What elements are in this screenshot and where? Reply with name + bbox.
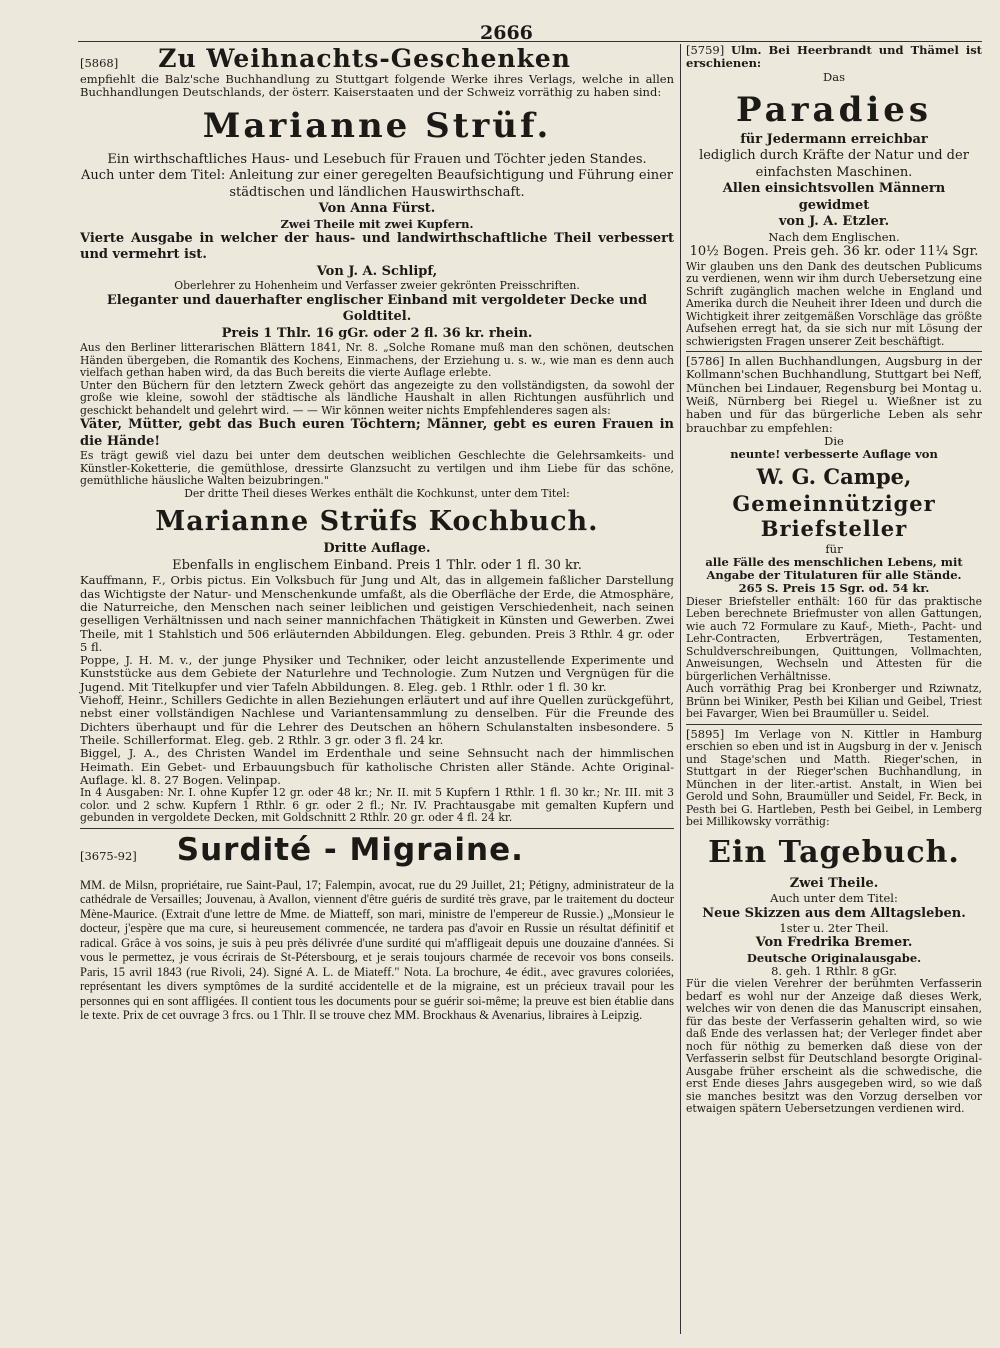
ad-intro: Im Verlage von N. Kittler in Hamburg erschien so eben und ist in Augsburg in der v. Jenisch und Stage'schen und Matth. Rieger'schen, in Stuttgart in der Rieger'schen Buchhandlung, in München in der liter.-artist. Anstalt, in Wien bei Gerold und Sohn, Braumüller und Seidel, Fr. Beck, in Pesth bei G. Hartleben, Pesth bei Geibel, in Lemberg bei Millikowsky vorräthig: (686, 727, 982, 829)
book-edition: neunte! verbesserte Auflage von (730, 447, 938, 462)
book-subtitle: für Jedermann erreichbar (740, 131, 928, 147)
book-also: Auch unter dem Titel: (770, 891, 898, 906)
right-column (686, 44, 982, 1116)
book-subtitle-2: lediglich durch Kräfte der Natur und der einfachsten Maschinen. (699, 148, 969, 180)
book-subtitle: alle Fälle des menschlichen Lebens, mit Angabe der Titulaturen für alle Stände. (705, 554, 963, 583)
ad-campe (686, 355, 982, 721)
ad-separator (686, 724, 982, 725)
review-quote: Es trägt gewiß viel dazu bei unter dem deutschen weiblichen Geschlechte die Gelehrsamkeits- und Künstler-Koketterie, die gemüthlose, dressirte Glanzsucht zu vertilgen und ihm Liebe für das schöne, gemüthliche häusliche Walten beizubringen." (80, 449, 674, 488)
book-edition: Vierte Ausgabe in welcher der haus- und landwirthschaftliche Theil verbessert und vermehrt ist. (80, 230, 674, 263)
ad-intro: Ulm. Bei Heerbrandt und Thämel ist erschienen: (686, 43, 982, 71)
ad-separator (80, 828, 674, 829)
ad-surdite (80, 832, 674, 1023)
header-rule (78, 41, 982, 42)
ad-ref: [5786] (686, 354, 725, 369)
ad-separator (686, 351, 982, 352)
page-number: 2666 (480, 22, 533, 44)
cookbook-price: Ebenfalls in englischem Einband. Preis 1 Thlr. oder 1 fl. 30 kr. (172, 557, 582, 573)
ad-title: Zu Weihnachts-Geschenken (158, 44, 571, 73)
listing-biggel: Biggel, J. A., des Christen Wandel im Erdenthale und seine Sehnsucht nach der himmlischen Heimath. Ein Gebet- und Erbauungsbuch für katholische Christen aller Stände. Achte Original-Auflage. kl. 8. 27 Bogen. Velinpap. (80, 746, 674, 787)
ad-intro: empfiehlt die Balz'sche Buchhandlung zu Stuttgart folgende Werke ihres Verlags, welche in allen Buchhandlungen Deutschlands, der österr. Kaiserstaaten und der Schweiz vorräthig zu haben sind: (80, 72, 674, 100)
review-motto: Väter, Mütter, gebt das Buch euren Töchtern; Männer, gebt es euren Frauen in die Hände! (80, 417, 674, 449)
ad-body: Dieser Briefsteller enthält: 160 für das praktische Leben berechnete Briefmuster von allen Gattungen, wie auch 72 Formulare zu Kauf-, Mieth-, Pacht- und Lehr-Contracten, Erbverträgen, Testamenten, Schuldverschreibungen, Quittungen, Vollmachten, Anweisungen, Wechseln und Attesten für die bürgerlichen Verhältnisse. (686, 594, 982, 683)
book-editor-note: Oberlehrer zu Hohenheim und Verfasser zweier gekrönten Preisschriften. (174, 279, 580, 293)
book-title: Marianne Strüf. (202, 105, 552, 146)
review-quote: Unter den Büchern für den letztern Zweck gehört das angezeigte zu den vollständigsten, da sowohl der große wie kleine, sowohl der städtische als ländliche Haushalt in allen Richtungen ausführlich und geschickt behandelt und gelehrt wird. — — Wir können weiter nichts Empfehlenderes sagen als: (80, 378, 674, 417)
book-for: für (825, 541, 843, 556)
ad-balz (80, 44, 674, 825)
book-volumes: 1ster u. 2ter Theil. (779, 921, 889, 936)
book-parts: Zwei Theile. (789, 875, 879, 891)
book-price: Preis 1 Thlr. 16 gGr. oder 2 fl. 36 kr. rhein. (221, 325, 533, 341)
ad-tagebuch (686, 728, 982, 1116)
book-binding: Eleganter und dauerhafter englischer Einband mit vergoldeter Decke und Goldtitel. (106, 292, 648, 325)
ad-body: Für die vielen Verehrer der berühmten Verfasserin bedarf es wohl nur der Anzeige daß dieses Werk, welches wir von denen die das Manuscript einsahen, für das beste der Verfasserin gehalten wird, so wie daß Ende des verlassen hat; der Verleger findet aber noch für nöthig zu bemerken daß diese von der Verfasserin selbst für Deutschland besorgte Original-Ausgabe früher erscheint als die schwedische, die erst Ende dieses Jahrs ausgegeben wird, so wie daß sie manches besitzt was den Vorzug derselben vor etwaigen spätern Uebersetzungen verdienen wird. (686, 977, 982, 1116)
book-title: Gemeinnütziger Briefsteller (732, 490, 936, 541)
ad-paradies (686, 44, 982, 348)
ad-ref: [3675-92] (80, 848, 137, 863)
book-dedication: Allen einsichtsvollen Männern gewidmet (722, 181, 946, 213)
ad-title: Surdité - Migraine. (176, 831, 524, 868)
book-author: Von Fredrika Bremer. (755, 935, 913, 951)
cookbook-title: Marianne Strüfs Kochbuch. (155, 506, 599, 538)
article-label: Die (824, 433, 844, 448)
book-title: Paradies (735, 89, 933, 130)
book-author: von J. A. Etzler. (778, 214, 890, 230)
ad-ref: [5895] (686, 726, 725, 741)
column-divider (680, 44, 681, 1334)
third-part-note: Der dritte Theil dieses Werkes enthält die Kochkunst, unter dem Titel: (184, 486, 570, 500)
left-column (80, 44, 674, 1023)
listing-viehoff: Viehoff, Heinr., Schillers Gedichte in allen Beziehungen erläutert und auf ihre Quellen zurückgeführt, nebst einer vollständigen Nachlese und Variantensammlung zu denselben. Für die Freunde des Dichters überhaupt und für die Lehrer des Deutschen an höhern Schulanstalten insbesondere. 5 Theile. Schillerformat. Eleg. geb. 2 Rthlr. 3 gr. oder 3 fl. 24 kr. (80, 693, 674, 747)
book-price: 8. geh. 1 Rthlr. 8 gGr. (771, 964, 897, 979)
book-source: Nach dem Englischen. (768, 229, 900, 244)
listing-kauffmann: Kauffmann, F., Orbis pictus. Ein Volksbuch für Jung und Alt, das in allgemein faßlicher Darstellung das Wichtigste der Natur- und Menschenkunde umfaßt, als die Oberfläche der Erde, die Atmosphäre, die Naturreiche, den Menschen nach seiner leiblichen und geistigen Verschiedenheit, nach seinen geselligen Verhältnissen und nach seiner mannichfachen Thätigkeit in Künsten und Gewerben. Zwei Theile, mit 1 Stahlstich und 506 erläuternden Abbildungen. Eleg. gebunden. Preis 3 Rthlr. 4 gr. oder 5 fl. (80, 573, 674, 654)
review-quote: Aus den Berliner litterarischen Blättern 1841, Nr. 8. „Solche Romane muß man den schönen, deutschen Händen übergeben, die Romantik des Kochens, Einmachens, der Erziehung u. s. w., wie man es denn auch vielfach gethan haben wird, da das Buch bereits die vierte Auflage erlebte. (80, 341, 674, 380)
book-subtitle: Neue Skizzen aus dem Alltagsleben. (702, 905, 966, 921)
book-alt-title: Auch unter dem Titel: Anleitung zur einer geregelten Beaufsichtigung und Führung einer städtischen und ländlichen Hauswirthschaft. (80, 168, 674, 200)
ad-ref: [5868] (80, 56, 119, 70)
book-price: 10½ Bogen. Preis geh. 36 kr. oder 11¼ Sgr. (689, 244, 979, 260)
listing-poppe: Poppe, J. H. M. v., der junge Physiker und Techniker, oder leicht anzustellende Experimente und Kunststücke aus dem Gebiete der Naturlehre und Technologie. Zum Nutzen und Vergnügen für die Jugend. Mit Titelkupfer und vier Tafeln Abbildungen. 8. Eleg. geb. 1 Rthlr. oder 1 fl. 30 kr. (80, 653, 674, 694)
ad-ref: [5759] (686, 43, 725, 57)
article-label: Das (823, 69, 845, 84)
book-price: 265 S. Preis 15 Sgr. od. 54 kr. (738, 581, 930, 596)
book-subtitle: Ein wirthschaftliches Haus- und Lesebuch für Frauen und Töchter jeden Standes. (107, 151, 647, 167)
book-title: Ein Tagebuch. (708, 834, 960, 870)
book-author: W. G. Campe, (756, 463, 912, 489)
book-author: Von Anna Fürst. (318, 201, 436, 217)
cookbook-edition: Dritte Auflage. (323, 541, 431, 557)
listing-ausgaben: In 4 Ausgaben: Nr. I. ohne Kupfer 12 gr. oder 48 kr.; Nr. II. mit 5 Kupfern 1 Rthlr. 1 fl. 30 kr.; Nr. III. mit 3 color. und 2 schw. Kupfern 1 Rthlr. 6 gr. oder 2 fl.; Nr. IV. Prachtausgabe mit gemalten Kupfern und gebunden in vergoldete Decken, mit Goldschnitt 2 Rthlr. 20 gr. oder 4 fl. 24 kr. (80, 786, 674, 825)
book-parts: Zwei Theile mit zwei Kupfern. (280, 216, 474, 231)
ad-body: Wir glauben uns den Dank des deutschen Publicums zu verdienen, wenn wir ihm durch Uebersetzung eine Schrift zugänglich machen welche in England und Amerika durch die Neuheit ihrer Ideen und durch die Wichtigkeit ihrer zeitgemäßen Vorschläge das größte Aufsehen erregt hat, da sie sich nur mit Lösung der schwierigsten Fragen unserer Zeit beschäftigt. (686, 259, 982, 348)
book-original: Deutsche Originalausgabe. (746, 950, 922, 965)
ad-body: Auch vorräthig Prag bei Kronberger und Rziwnatz, Brünn bei Winiker, Pesth bei Kilian und Geibel, Triest bei Favarger, Wien bei Braumüller u. Seidel. (686, 682, 982, 721)
book-editor: Von J. A. Schlipf, (316, 263, 438, 279)
ad-body: MM. de Milsn, propriétaire, rue Saint-Paul, 17; Falempin, avocat, rue du 29 Juillet, 21; Pétigny, administrateur de la cathédrale de Versailles; Jouvenau, à Avallon, viennent d'être guéris de surdité très grave, par le traitement du docteur Mène-Maurice. (Extrait d'une lettre de Mme. de Miatteff, son mari, ministre de l'empereur de Russie.) „Monsieur le docteur, j'espère que ma cure, si heureusement commencée, ne tardera pas d'avoir en Russie un résultat définitif et radical. Grâce à vos soins, je suis à peu près délivrée d'une surdité qui m'affligeait depuis une douzaine d'années. Si vous le permettez, je vous écrirais de St-Pétersbourg, et je serais toujours charmée de recevoir vos bons conseils. Paris, 15 avril 1843 (rue Rivoli, 24). Signé A. L. de Miateff." Nota. La brochure, 4e édit., avec gravures coloriées, représentant les divers symptômes de la surdité accidentelle et de la migraine, est un précieux travail pour les personnes qui en sont affligées. Il contient tous les documents pour se guérir soi-même; la preuve est bien établie dans le texte. Prix de cet ouvrage 3 frcs. ou 1 Thlr. Il se trouve chez MM. Brockhaus & Avenarius, libraires à Leipzig. (80, 877, 674, 1023)
ad-intro: In allen Buchhandlungen, Augsburg in der Kollmann'schen Buchhandlung, Stuttgart bei Neff, München bei Lindauer, Regensburg bei Montag u. Weiß, Nürnberg bei Riegel u. Wießner ist zu haben und für das bürgerliche Leben als sehr brauchbar zu empfehlen: (686, 354, 982, 435)
